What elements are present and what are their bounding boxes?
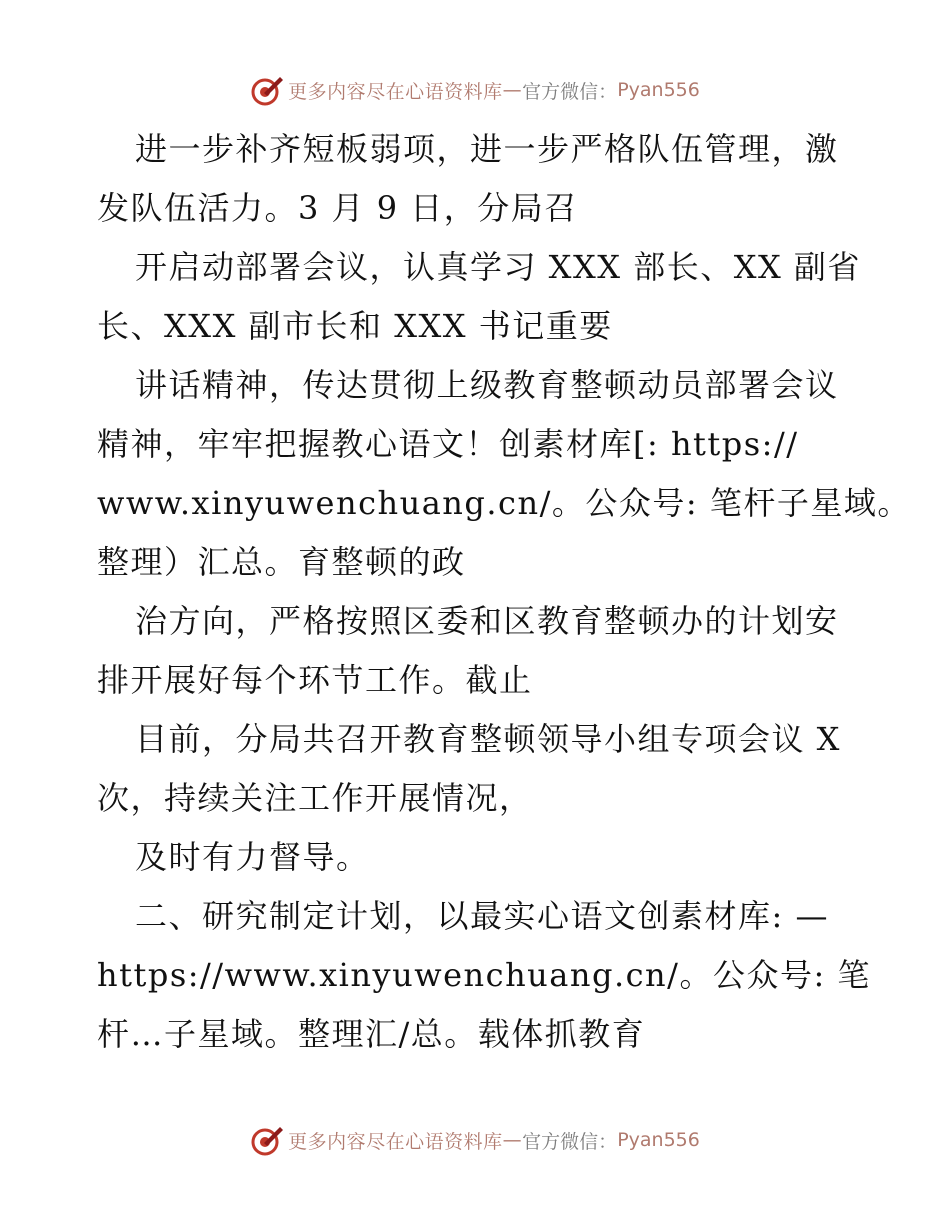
body-line: 目前，分局共召开教育整顿领导小组专项会议 X — [135, 720, 841, 758]
watermark-wechat-id: Pyan556 — [617, 1129, 700, 1151]
body-line: 进一步补齐短板弱项，进一步严格队伍管理，激 — [135, 130, 839, 168]
body-line: https://www.xinyuwenchuang.cn/。公众号: 笔 — [97, 956, 871, 994]
footer-watermark — [0, 1118, 950, 1162]
body-line: 次，持续关注工作开展情况， — [97, 779, 533, 817]
body-line: 发队伍活力。3 月 9 日，分局召 — [97, 189, 578, 227]
watermark-text: 更多内容尽在心语资料库 — [288, 1130, 503, 1153]
pen-in-circle-logo-icon — [250, 1123, 284, 1157]
header-watermark — [0, 68, 950, 112]
body-line: 及时有力督导。 — [135, 838, 370, 876]
body-line: 开启动部署会议，认真学习 XXX 部长、XX 副省 — [135, 248, 861, 286]
body-line: 治方向，严格按照区委和区教育整顿办的计划安 — [135, 602, 839, 640]
body-line: 杆…子星域。整理汇/总。载体抓教育 — [97, 1015, 646, 1053]
watermark-dash: — — [502, 79, 523, 101]
body-line: 二、研究制定计划，以最实心语文创素材库: — — [135, 897, 829, 935]
body-line: 长、XXX 副市长和 XXX 书记重要 — [97, 307, 613, 345]
body-line: 讲话精神，传达贯彻上级教育整顿动员部署会议 — [135, 366, 839, 404]
watermark-wechat-label: 官方微信： — [522, 80, 618, 103]
watermark-text: 更多内容尽在心语资料库 — [288, 80, 503, 103]
body-line: www.xinyuwenchuang.cn/。公众号: 笔杆子星域。 — [97, 484, 911, 522]
watermark-wechat-label: 官方微信： — [522, 1130, 618, 1153]
body-line: 排开展好每个环节工作。截止 — [97, 661, 533, 699]
watermark-dash: — — [502, 1129, 523, 1151]
body-line: 整理）汇总。育整顿的政 — [97, 543, 466, 581]
watermark-wechat-id: Pyan556 — [617, 79, 700, 101]
document-body — [97, 120, 911, 1064]
pen-in-circle-logo-icon — [250, 73, 284, 107]
body-line: 精神，牢牢把握教心语文！创素材库[: https:// — [97, 425, 799, 463]
